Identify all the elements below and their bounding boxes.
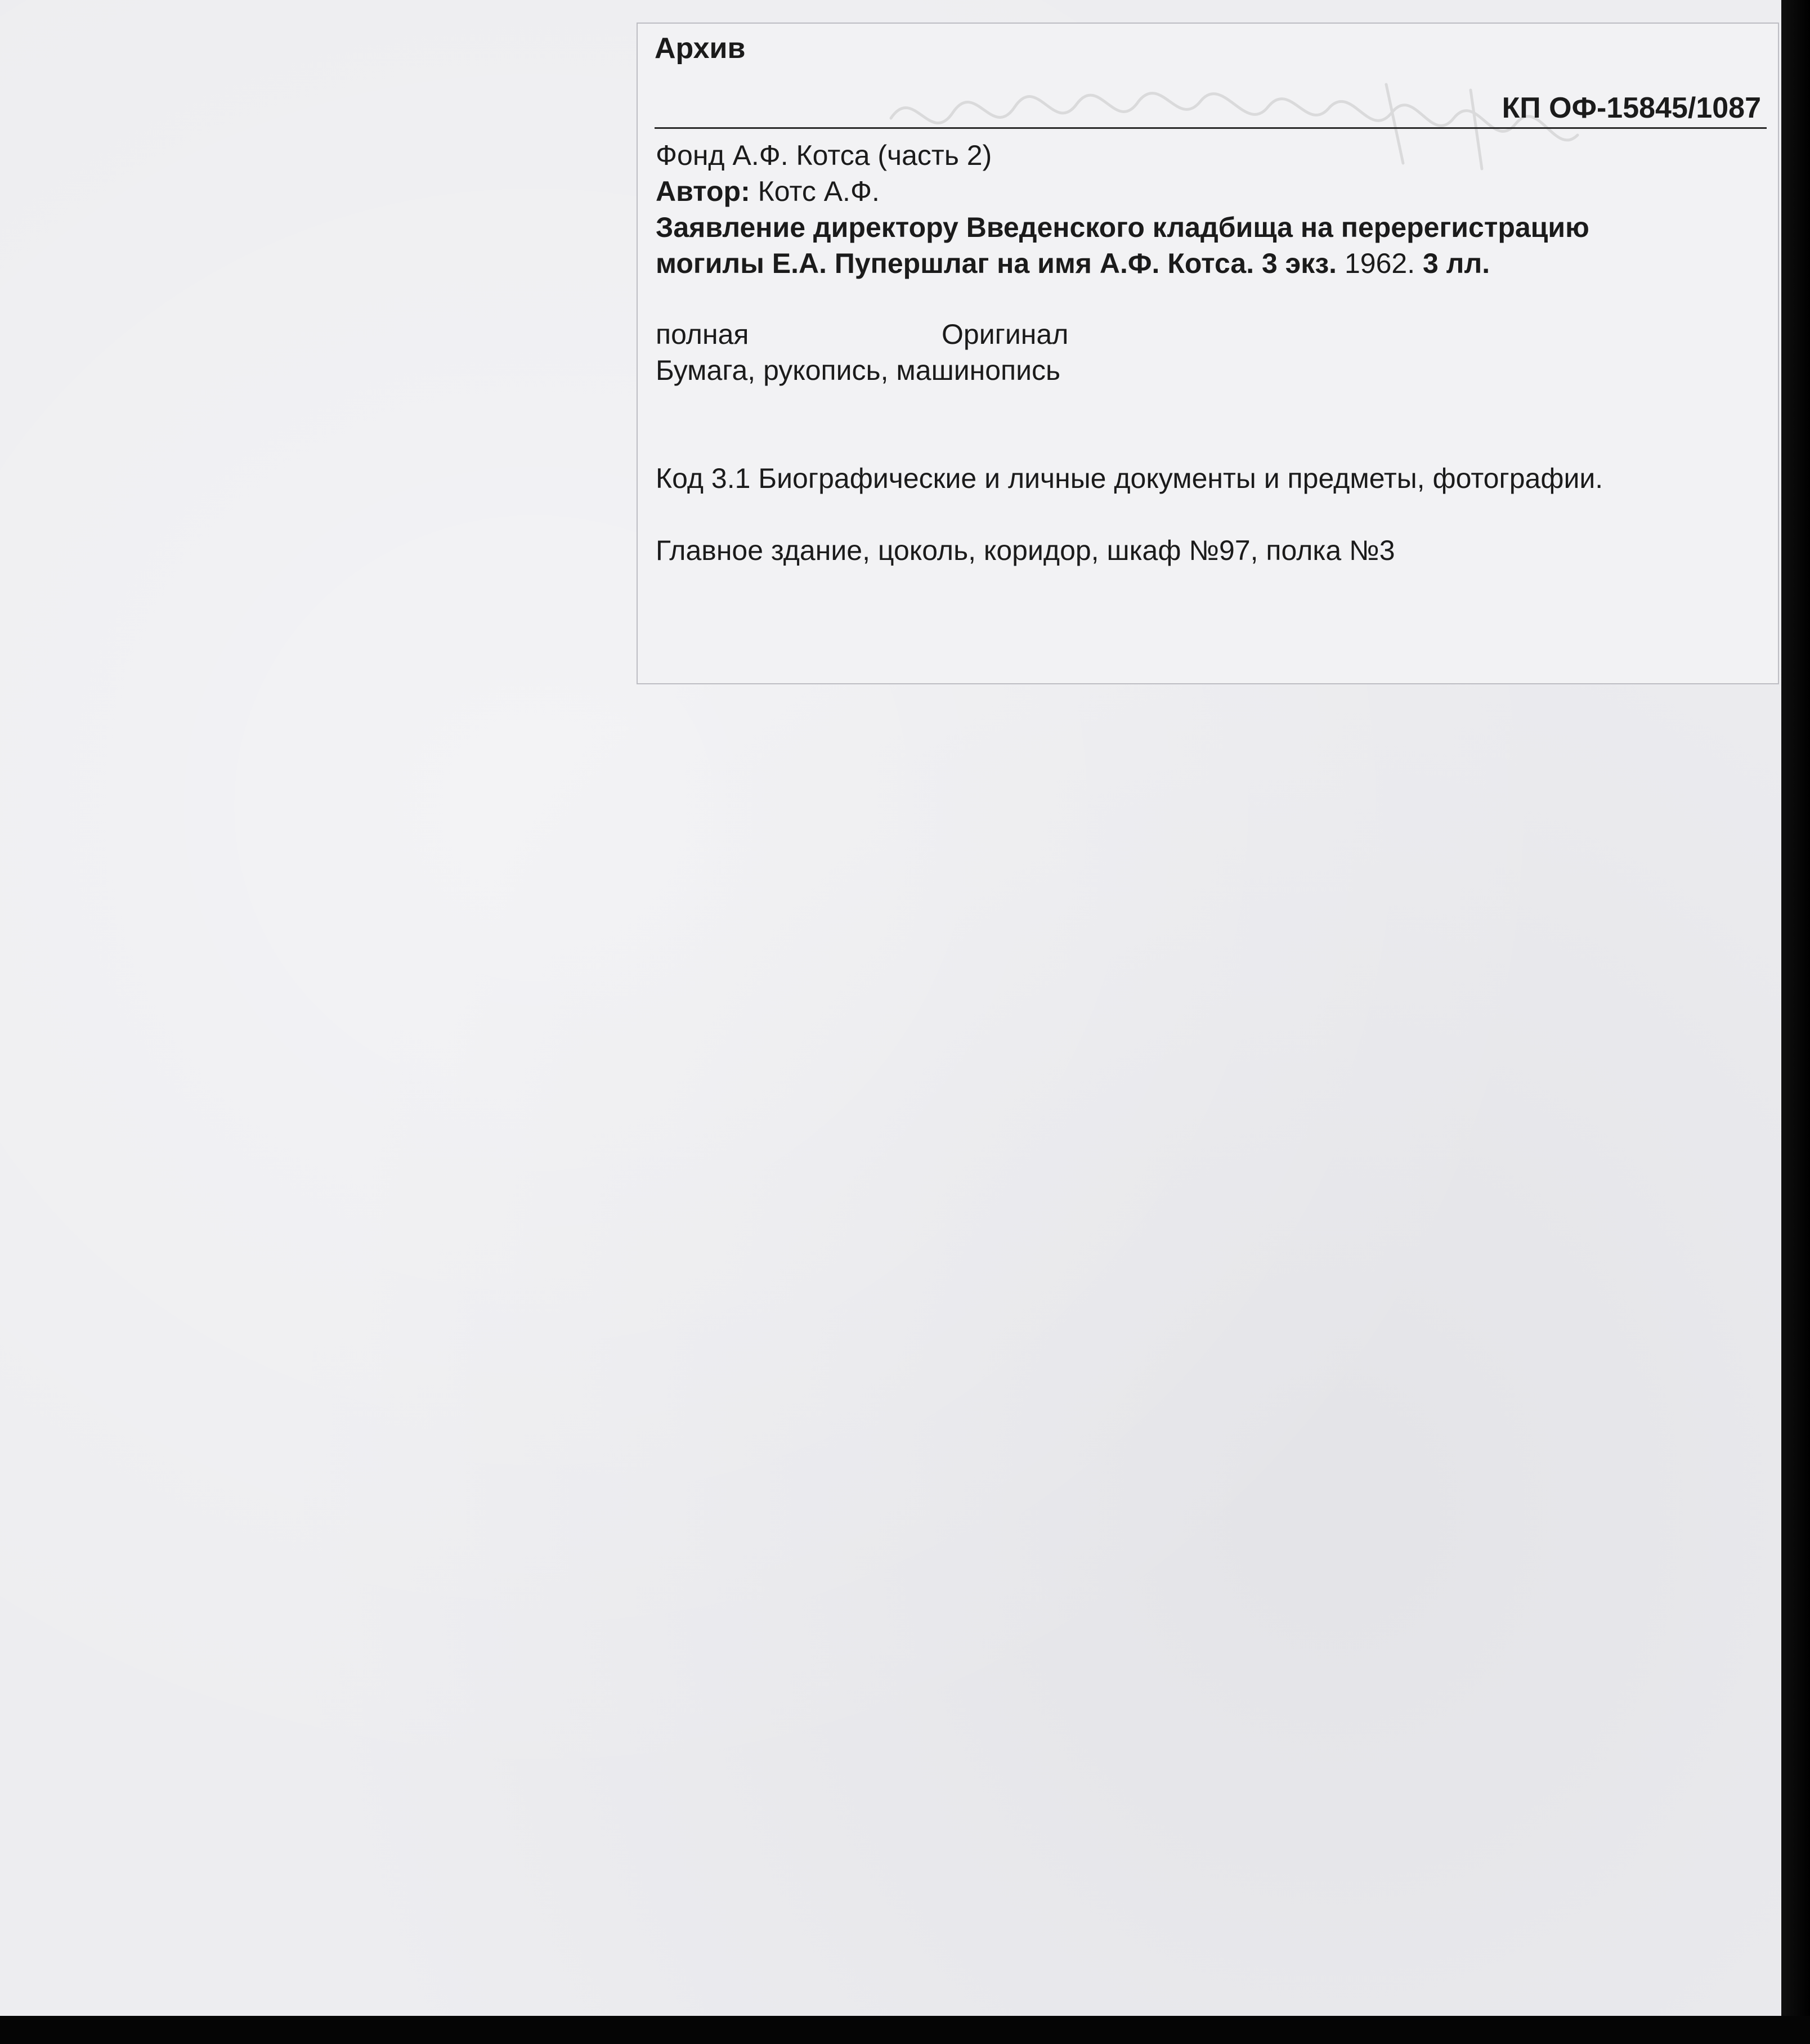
scan-edge-bottom: [0, 2016, 1810, 2044]
author-label: Автор:: [656, 176, 750, 207]
author-value: Котс А.Ф.: [750, 176, 880, 207]
storage-location: Главное здание, цоколь, коридор, шкаф №97, полка №3: [656, 535, 1395, 566]
card-title: Архив: [655, 32, 746, 65]
material-line: Бумага, рукопись, машинопись: [656, 355, 1061, 386]
scan-edge-right: [1781, 0, 1810, 2044]
header-divider: [655, 127, 1767, 129]
description-line-1: Заявление директору Введенского кладбища на перерегистрацию: [656, 212, 1589, 243]
completeness: полная: [656, 319, 749, 350]
document-year: 1962.: [1337, 248, 1415, 279]
status-line: [656, 316, 1069, 352]
fund-line: Фонд А.Ф. Котса (часть 2): [656, 140, 992, 171]
description-text: могилы Е.А. Пупершлаг на имя А.Ф. Котса.: [656, 248, 1255, 279]
archive-label-card: [637, 23, 1779, 684]
description-line-2: [656, 245, 1490, 281]
inventory-number: КП ОФ-15845/1087: [1502, 92, 1761, 124]
author-line: [656, 173, 880, 209]
copies-count: 3 экз.: [1254, 248, 1337, 279]
sheet-count: 3 лл.: [1415, 248, 1490, 279]
classification-code: Код 3.1 Биографические и личные документы и предметы, фотографии.: [656, 463, 1603, 494]
original-status: Оригинал: [942, 319, 1069, 350]
